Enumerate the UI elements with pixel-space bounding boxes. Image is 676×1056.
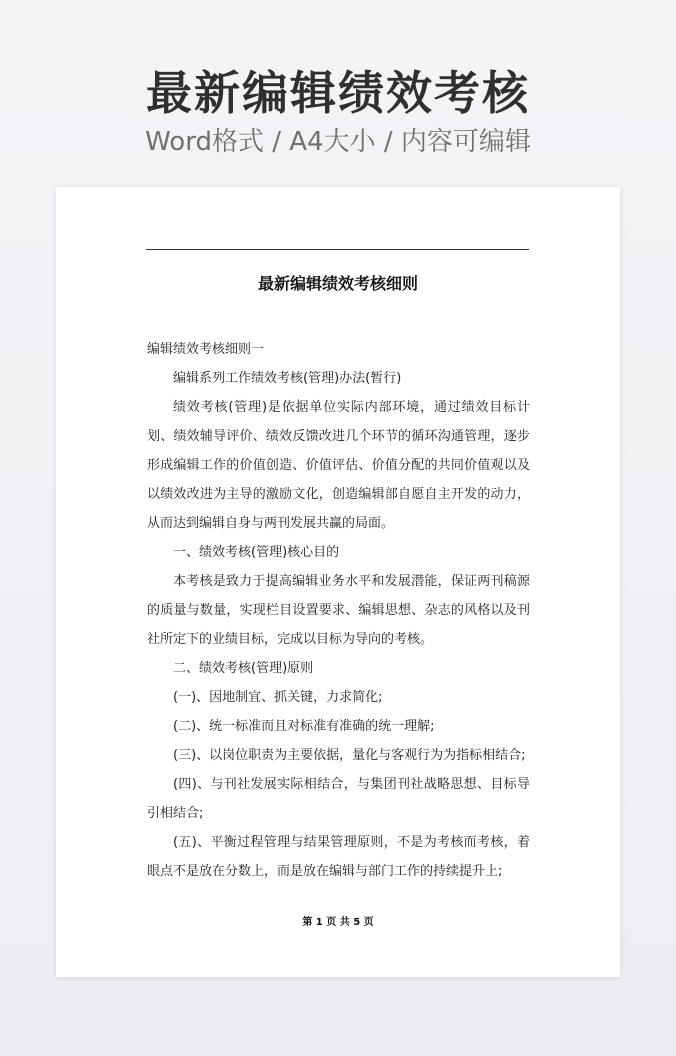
body-paragraph: 编辑绩效考核细则一 xyxy=(147,342,265,357)
document-body xyxy=(147,335,530,886)
banner-subtitle: Word格式 / A4大小 / 内容可编辑 xyxy=(145,127,531,157)
body-paragraph: 一、绩效考核(管理)核心目的 xyxy=(173,545,340,560)
body-paragraph: (一)、因地制宜、抓关键，力求简化; xyxy=(173,690,383,705)
header-rule xyxy=(146,249,529,250)
body-paragraph: (二)、统一标准而且对标准有准确的统一理解; xyxy=(173,719,435,734)
body-paragraph: 编辑系列工作绩效考核(管理)办法(暂行) xyxy=(173,371,402,386)
body-paragraph: 二、绩效考核(管理)原则 xyxy=(173,661,314,676)
body-paragraph: (四)、与刊社发展实际相结合，与集团刊社战略思想、目标导引相结合; xyxy=(147,777,530,821)
body-paragraph: 绩效考核(管理)是依据单位实际内部环境，通过绩效目标计划、绩效辅导评价、绩效反馈改进几个环节的循环沟通管理，逐步形成编辑工作的价值创造、价值评估、价值分配的共同价值观以及以绩效改进为主导的激励文化，创造编辑部自愿自主开发的动力，从而达到编辑自身与两刊发展共赢的局面。 xyxy=(147,400,530,531)
banner-title: 最新编辑绩效考核 xyxy=(146,66,530,120)
document-title: 最新编辑绩效考核细则 xyxy=(257,274,418,293)
banner xyxy=(0,62,676,160)
body-paragraph: 本考核是致力于提高编辑业务水平和发展潜能，保证两刊稿源的质量与数量，实现栏目设置要求、编辑思想、杂志的风格以及刊社所定下的业绩目标，完成以目标为导向的考核。 xyxy=(147,574,530,647)
document-page xyxy=(56,187,620,977)
page-footer: 第 1 页 共 5 页 xyxy=(302,917,374,928)
body-paragraph: (五)、平衡过程管理与结果管理原则，不是为考核而考核，着眼点不是放在分数上，而是放在编辑与部门工作的持续提升上; xyxy=(147,835,530,879)
body-paragraph: (三)、以岗位职责为主要依据，量化与客观行为为指标相结合; xyxy=(173,748,526,763)
